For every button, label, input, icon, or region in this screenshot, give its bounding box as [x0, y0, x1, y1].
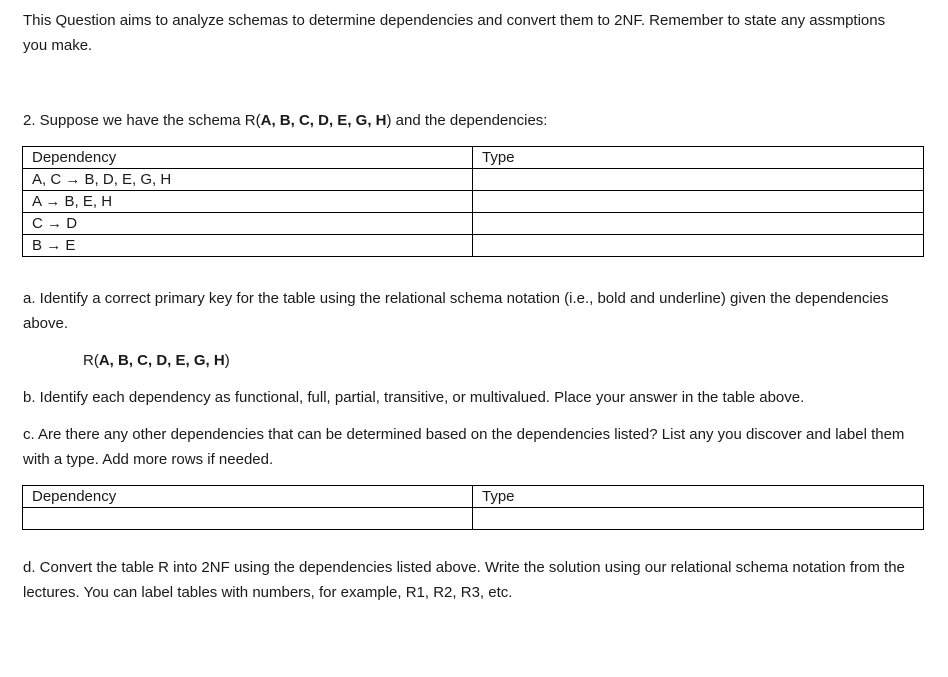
- additional-dependency-table: [22, 485, 924, 530]
- type-cell[interactable]: [473, 213, 924, 235]
- part-c-text: c. Are there any other dependencies that can be determined based on the dependencies listed? List any you discover and label them with a type. Add more rows if needed.: [23, 426, 905, 468]
- table-row: [23, 191, 924, 213]
- question-2-suffix: ) and the dependencies:: [386, 112, 548, 129]
- type-cell[interactable]: [473, 508, 924, 530]
- dependency-cell: [23, 169, 473, 191]
- header-type: Type: [473, 486, 924, 508]
- arrow-right-icon: →: [45, 193, 61, 210]
- question-2-text: [23, 108, 913, 133]
- table-row: [23, 508, 924, 530]
- table-row: [23, 213, 924, 235]
- type-cell[interactable]: [473, 169, 924, 191]
- intro-text: This Question aims to analyze schemas to determine dependencies and convert them to 2NF. Remember to state any assmptions you make.: [23, 12, 886, 54]
- part-a-text: a. Identify a correct primary key for the table using the relational schema notation (i.e., bold and underline) given the dependencies above.: [23, 290, 889, 332]
- header-type: Type: [473, 147, 924, 169]
- part-b-text: b. Identify each dependency as functional, full, partial, transitive, or multivalued. Place your answer in the table above.: [23, 389, 805, 406]
- schema-line: [83, 348, 948, 373]
- arrow-right-icon: →: [65, 171, 81, 188]
- schema-attrs: A, B, C, D, E, G, H: [98, 352, 225, 369]
- schema-prefix: R(: [83, 352, 99, 369]
- dependency-cell[interactable]: [23, 508, 473, 530]
- dependency-lhs: A: [32, 193, 42, 210]
- dependency-cell: [23, 213, 473, 235]
- arrow-right-icon: →: [46, 237, 62, 254]
- header-dependency: Dependency: [23, 486, 473, 508]
- type-cell[interactable]: [473, 191, 924, 213]
- table-row: [23, 169, 924, 191]
- header-dependency: Dependency: [23, 147, 473, 169]
- question-2-attrs: A, B, C, D, E, G, H: [260, 112, 387, 129]
- dependency-rhs: B, D, E, G, H: [84, 171, 172, 188]
- dependency-table: [22, 146, 924, 257]
- dependency-lhs: C: [32, 215, 43, 232]
- table-row: [23, 235, 924, 257]
- arrow-right-icon: →: [47, 215, 63, 232]
- question-2-prefix: 2. Suppose we have the schema R(: [23, 112, 261, 129]
- dependency-cell: [23, 235, 473, 257]
- type-cell[interactable]: [473, 235, 924, 257]
- dependency-lhs: A, C: [32, 171, 62, 188]
- dependency-rhs: D: [66, 215, 78, 232]
- dependency-cell: [23, 191, 473, 213]
- dependency-lhs: B: [32, 237, 43, 254]
- table-header-row: [23, 486, 924, 508]
- schema-suffix: ): [224, 352, 230, 369]
- part-d-text: d. Convert the table R into 2NF using the dependencies listed above. Write the solution using our relational schema notation from the lectures. You can label tables with numbers, for example, R1, R2, R3, etc.: [23, 559, 905, 601]
- dependency-rhs: B, E, H: [64, 193, 113, 210]
- dependency-rhs: E: [65, 237, 76, 254]
- table-header-row: [23, 147, 924, 169]
